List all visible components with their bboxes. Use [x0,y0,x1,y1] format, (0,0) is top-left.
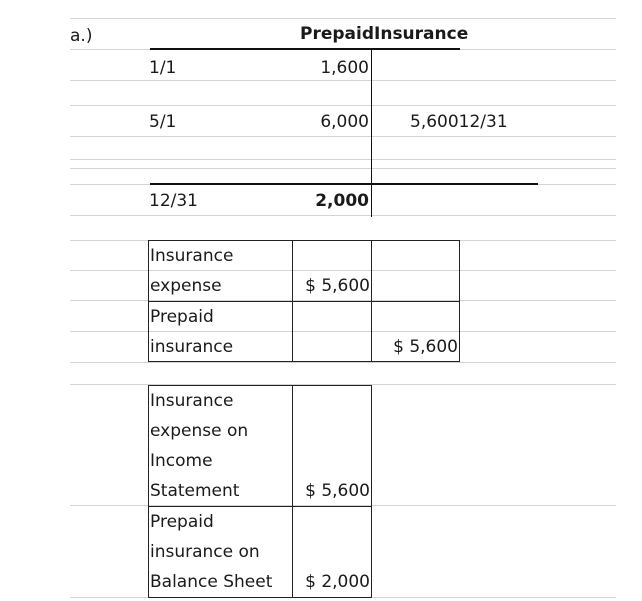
statement-account-2-line-2: insurance on [150,542,260,562]
t-account-date-3: 12/31 [149,191,198,211]
t-account-top-rule [150,48,460,50]
part-label: a.) [70,26,93,46]
t-account-divider [371,49,372,217]
journal-credit-cell-1 [371,240,460,302]
t-account-credit-2: 5,60012/31 [410,112,508,132]
statement-account-1-line-4: Statement [150,481,240,501]
statement-account-1-line-3: Income [150,451,213,471]
statement-account-2-line-1: Prepaid [150,512,214,532]
journal-account-1-line-1: Insurance [150,246,234,266]
journal-account-1 [150,241,233,301]
statement-account-2 [150,507,272,597]
t-account-date-1: 1/1 [149,58,177,78]
t-account-balance-rule [150,183,538,185]
statement-amount-1: $ 5,600 [305,481,370,501]
journal-debit-1: $ 5,600 [305,276,370,296]
t-account-date-2: 5/1 [149,112,177,132]
t-account-debit-2: 6,000 [320,112,369,132]
statement-account-1-line-2: expense on [150,421,249,441]
statement-amount-2: $ 2,000 [305,572,370,592]
journal-debit-cell-2 [292,301,372,362]
journal-account-2-line-1: Prepaid [150,307,214,327]
statement-account-1 [150,386,248,506]
t-account-title: PrepaidInsurance [300,24,469,44]
t-account-debit-1: 1,600 [320,58,369,78]
t-account-balance: 2,000 [315,191,369,211]
statement-account-2-line-3: Balance Sheet [150,572,273,592]
journal-account-2-line-2: insurance [150,337,234,357]
journal-credit-2: $ 5,600 [393,337,458,357]
journal-account-1-line-2: expense [150,276,222,296]
statement-account-1-line-1: Insurance [150,391,234,411]
journal-account-2 [150,302,233,362]
